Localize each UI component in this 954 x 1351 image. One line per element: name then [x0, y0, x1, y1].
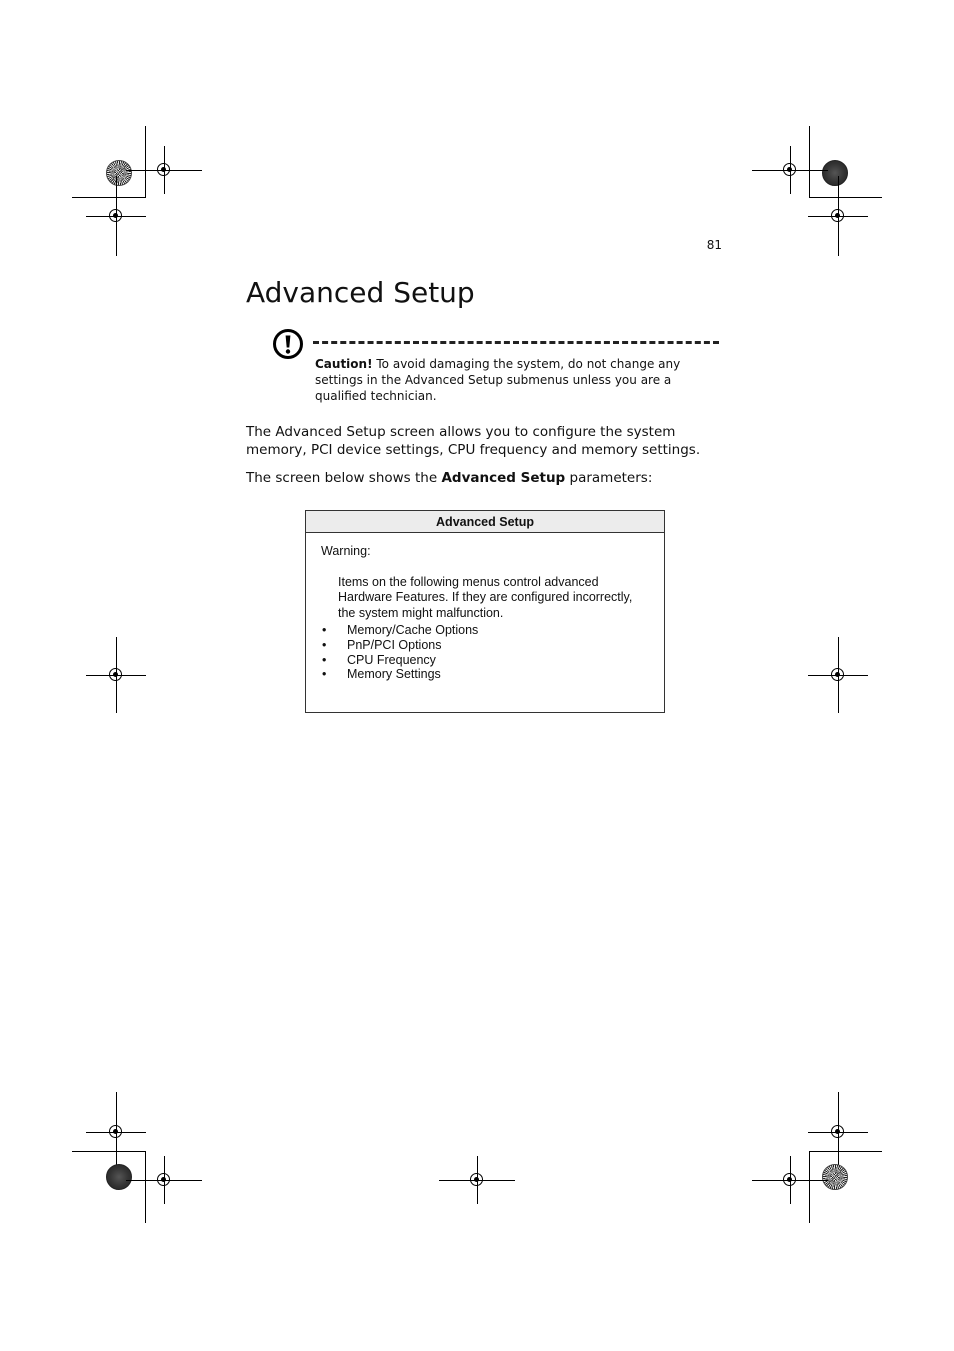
bios-warning-label: Warning: — [321, 544, 371, 558]
bios-option-pnp-pci[interactable] — [320, 638, 640, 653]
bios-options-list — [320, 623, 640, 682]
screen-intro-paragraph — [246, 469, 716, 487]
caution-note — [315, 356, 710, 404]
crop-mark — [809, 197, 882, 198]
bullet: • — [322, 667, 327, 682]
screen-intro-suffix: parameters: — [565, 470, 653, 486]
bios-option-memory-settings[interactable] — [320, 667, 640, 682]
crop-mark — [145, 1151, 146, 1223]
bios-message-line: Hardware Features. If they are configured incorrectly, — [338, 590, 633, 605]
exclamation-circle-icon — [272, 328, 304, 360]
crop-mark — [145, 126, 146, 198]
bios-option-label: CPU Frequency — [347, 652, 436, 667]
caution-label: Caution! — [315, 357, 373, 371]
bios-option-label: Memory/Cache Options — [347, 623, 479, 637]
bios-message-line: the system might malfunction. — [338, 605, 504, 620]
bullet: • — [322, 637, 327, 652]
bullet: • — [322, 623, 327, 637]
page-number: 81 — [706, 238, 722, 252]
crop-mark — [809, 1151, 810, 1223]
color-rosette-icon — [106, 1164, 132, 1190]
bios-option-label: PnP/PCI Options — [347, 637, 442, 652]
screen-intro-text: The screen below shows the — [246, 470, 442, 486]
crop-mark — [809, 1151, 882, 1152]
color-rosette-icon — [822, 1164, 848, 1190]
caution-divider — [313, 341, 719, 344]
bios-message-line: Items on the following menus control advanced — [338, 575, 599, 589]
screen-intro-bold: Advanced Setup — [441, 470, 566, 486]
bios-screen — [305, 510, 665, 713]
color-rosette-icon — [106, 160, 132, 186]
crop-mark — [72, 1151, 145, 1152]
page-title: Advanced Setup — [246, 276, 475, 309]
crop-mark — [72, 197, 145, 198]
bios-option-cpu-frequency[interactable] — [320, 653, 640, 668]
bios-screen-header: Advanced Setup — [306, 511, 664, 533]
bullet: • — [322, 652, 327, 667]
intro-paragraph: The Advanced Setup screen allows you to configure the system memory, PCI device settings, CPU frequency and memory settings. — [246, 424, 701, 458]
bios-warning-message — [338, 575, 653, 621]
bios-option-label: Memory Settings — [347, 667, 441, 682]
bios-option-memory-cache[interactable] — [320, 623, 640, 638]
crop-mark — [809, 126, 810, 198]
color-rosette-icon — [822, 160, 848, 186]
caution-message: To avoid damaging the system, do not change any settings in the Advanced Setup submenus unless you are a qualified technician. — [315, 357, 681, 403]
